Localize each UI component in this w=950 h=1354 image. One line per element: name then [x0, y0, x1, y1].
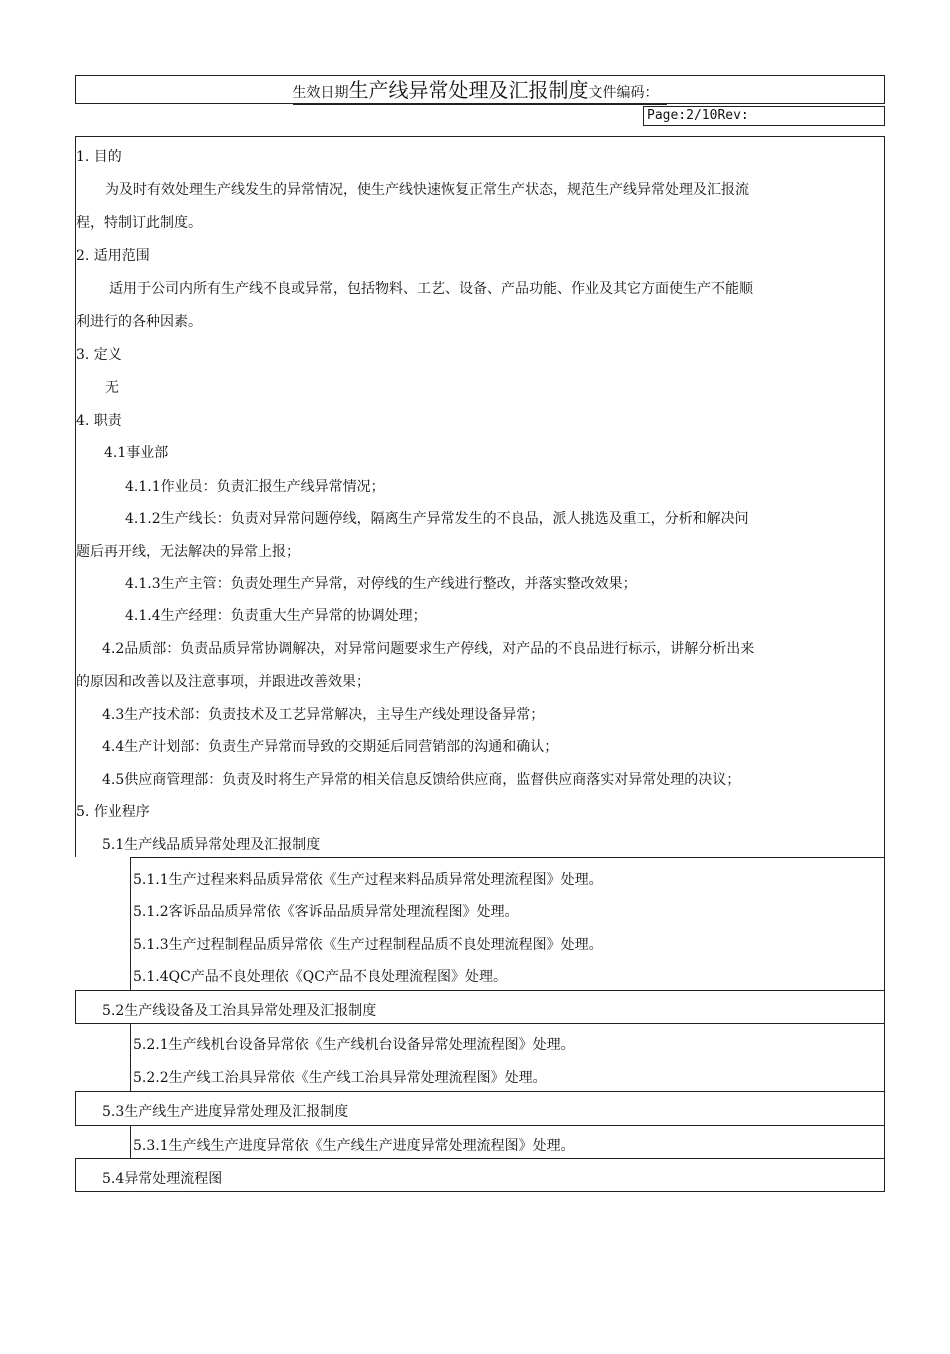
- section-5-1-3: 5.1.3生产过程制程品质异常依《生产过程制程品质不良处理流程图》处理。: [133, 937, 603, 953]
- section-4-1-3: 4.1.3生产主管：负责处理生产异常，对停线的生产线进行整改，并落实整改效果；: [125, 576, 637, 592]
- section-5-3-1: 5.3.1生产线生产进度异常依《生产线生产进度异常处理流程图》处理。: [133, 1138, 575, 1154]
- document-title: 生产线异常处理及汇报制度: [348, 78, 589, 102]
- effective-date-label: 生效日期: [292, 85, 349, 101]
- section-1-paragraph-line-2: 程，特制订此制度。: [76, 215, 202, 231]
- section-1-paragraph-line-1: 为及时有效处理生产线发生的异常情况，使生产线快速恢复正常生产状态，规范生产线异常处理及汇报流: [105, 182, 749, 198]
- section-4-1-2-line-1: 4.1.2生产线长：负责对异常问题停线，隔离生产异常发生的不良品，派人挑选及重工，分析和解决问: [125, 511, 749, 527]
- section-2-heading: 2. 适用范围: [76, 248, 150, 264]
- section-1-heading: 1. 目的: [76, 149, 122, 165]
- section-4-1-4: 4.1.4生产经理：负责重大生产异常的协调处理；: [125, 608, 427, 624]
- section-5-1-4: 5.1.4QC产品不良处理依《QC产品不良处理流程图》处理。: [133, 969, 507, 985]
- page-revision-box: Page:2/10Rev:: [643, 106, 885, 126]
- section-3-body: 无: [105, 380, 119, 396]
- section-2-paragraph-line-2: 利进行的各种因素。: [76, 314, 202, 330]
- section-4-2-line-1: 4.2品质部：负责品质异常协调解决，对异常问题要求生产停线，对产品的不良品进行标示，讲解分析出来: [102, 641, 755, 657]
- section-4-1: 4.1事业部: [104, 445, 169, 461]
- section-5-1-1: 5.1.1生产过程来料品质异常依《生产过程来料品质异常处理流程图》处理。: [133, 872, 603, 888]
- section-5-2-1: 5.2.1生产线机台设备异常依《生产线机台设备异常处理流程图》处理。: [133, 1037, 575, 1053]
- section-5-2-2: 5.2.2生产线工治具异常依《生产线工治具异常处理流程图》处理。: [133, 1070, 547, 1086]
- document-title-row: [75, 75, 885, 104]
- section-4-2-line-2: 的原因和改善以及注意事项，并跟进改善效果；: [76, 674, 370, 690]
- section-2-paragraph-line-1: 适用于公司内所有生产线不良或异常，包括物料、工艺、设备、产品功能、作业及其它方面使生产不能顺: [109, 281, 753, 297]
- section-5-heading: 5. 作业程序: [76, 804, 150, 820]
- section-4-heading: 4. 职责: [76, 413, 122, 429]
- section-4-5: 4.5供应商管理部：负责及时将生产异常的相关信息反馈给供应商，监督供应商落实对异常处理的决议；: [102, 772, 741, 788]
- section-4-4: 4.4生产计划部：负责生产异常而导致的交期延后同营销部的沟通和确认；: [102, 739, 559, 755]
- section-4-3: 4.3生产技术部：负责技术及工艺异常解决，主导生产线处理设备异常；: [102, 707, 545, 723]
- doc-number-label: 文件编码：: [588, 85, 659, 101]
- section-3-heading: 3. 定义: [76, 347, 122, 363]
- section-5-1-2: 5.1.2客诉品品质异常依《客诉品品质异常处理流程图》处理。: [133, 904, 519, 920]
- document-title-block: [293, 79, 668, 105]
- section-5-4: 5.4异常处理流程图: [102, 1171, 223, 1187]
- section-4-1-2-line-2: 题后再开线，无法解决的异常上报；: [76, 544, 300, 560]
- section-4-1-1: 4.1.1作业员：负责汇报生产线异常情况；: [125, 479, 385, 495]
- section-5-2: 5.2生产线设备及工治具异常处理及汇报制度: [102, 1003, 377, 1019]
- section-5-3: 5.3生产线生产进度异常处理及汇报制度: [102, 1104, 349, 1120]
- section-5-1: 5.1生产线品质异常处理及汇报制度: [102, 837, 321, 853]
